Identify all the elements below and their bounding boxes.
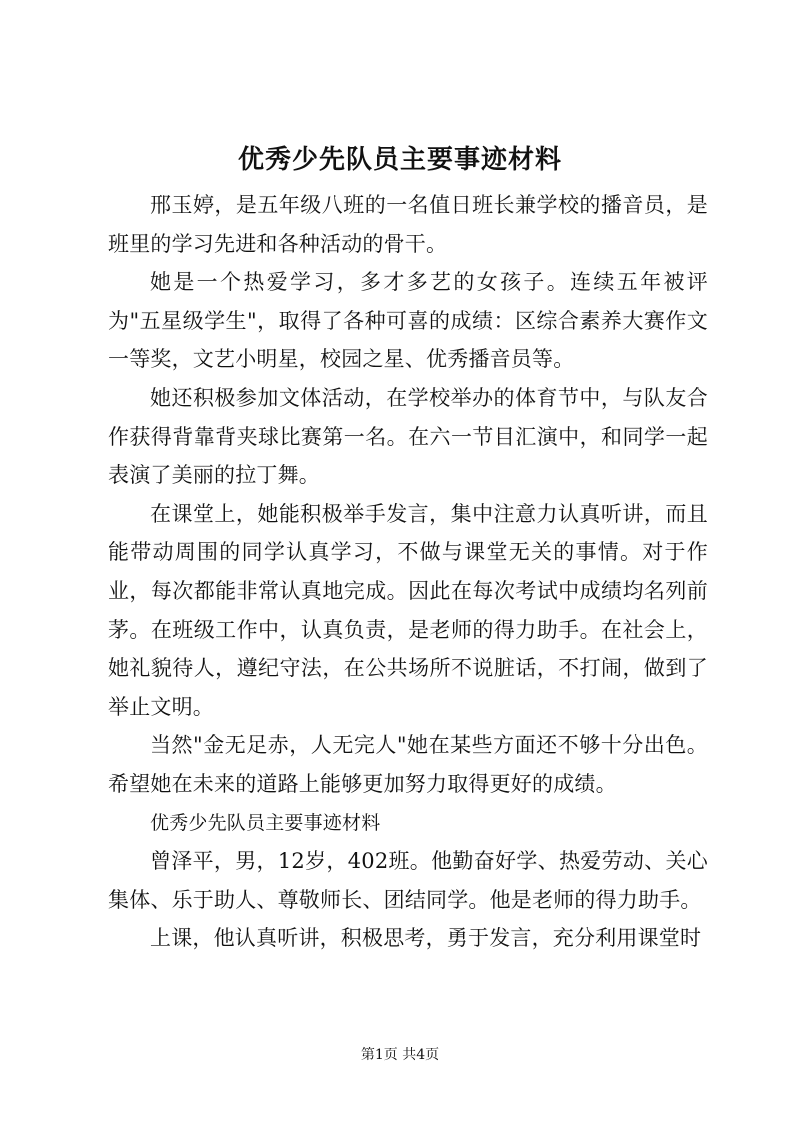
paragraph-classroom: 在课堂上，她能积极举手发言，集中注意力认真听讲，而且能带动周围的同学认真学习，不做与课堂无关的事情。对于作业，每次都能非常认真地完成。因此在每次考试中成绩均名列前茅。在班级工作中，认真负责，是老师的得力助手。在社会上，她礼貌待人，遵纪守法，在公共场所不说脏话，不打闹，做到了举止文明。 xyxy=(108,501,708,719)
paragraph-second-student: 曾泽平，男，12岁，402班。他勤奋好学、热爱劳动、关心集体、乐于助人、尊敬师长、团结同学。他是老师的得力助手。 xyxy=(108,849,708,912)
paragraph-intro: 邢玉婷，是五年级八班的一名值日班长兼学校的播音员，是班里的学习先进和各种活动的骨干。 xyxy=(108,193,708,256)
section-subtitle: 优秀少先队员主要事迹材料 xyxy=(150,811,381,834)
paragraph-achievements: 她是一个热爱学习，多才多艺的女孩子。连续五年被评为"五星级学生"，取得了各种可喜的成绩：区综合素养大赛作文一等奖，文艺小明星，校园之星、优秀播音员等。 xyxy=(108,270,708,372)
page-number-footer: 第1页 共4页 xyxy=(360,1047,440,1063)
paragraph-hope: 当然"金无足赤，人无完人"她在某些方面还不够十分出色。希望她在未来的道路上能够更加努力取得更好的成绩。 xyxy=(108,733,708,796)
document-title: 优秀少先队员主要事迹材料 xyxy=(237,145,562,175)
paragraph-second-classroom: 上课，他认真听讲，积极思考，勇于发言，充分利用课堂时 xyxy=(150,926,702,951)
document-body xyxy=(108,186,708,958)
paragraph-activities: 她还积极参加文体活动，在学校举办的体育节中，与队友合作获得背靠背夹球比赛第一名。在六一节目汇演中，和同学一起表演了美丽的拉丁舞。 xyxy=(108,385,708,488)
